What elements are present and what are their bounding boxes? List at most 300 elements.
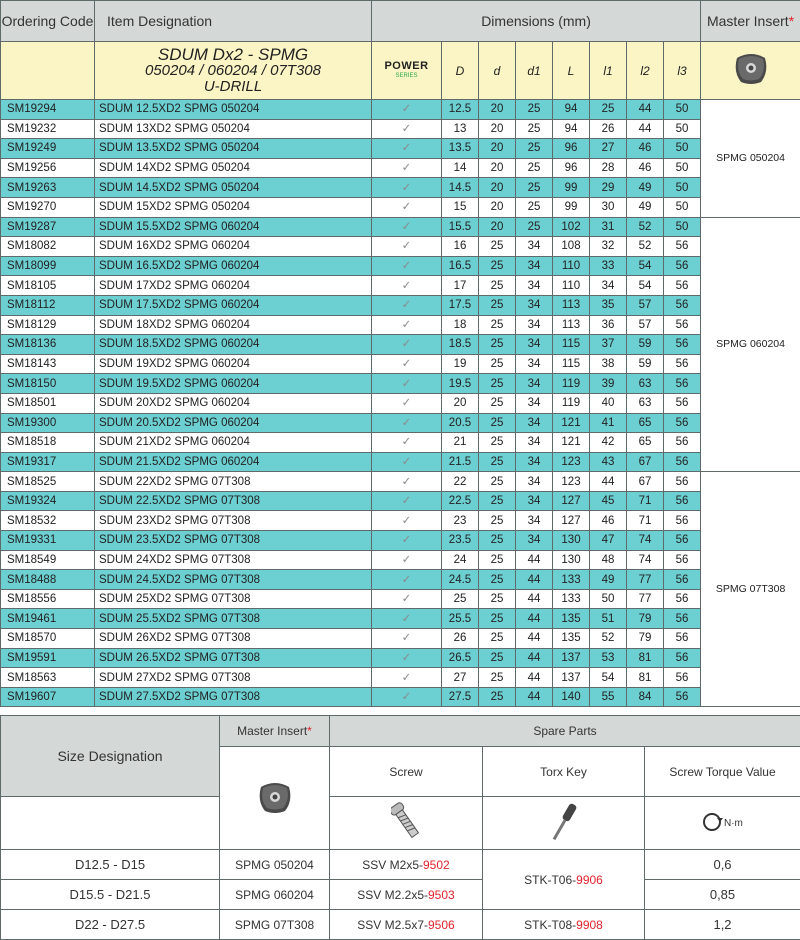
item-designation-cell: SDUM 14XD2 SPMG 050204 — [95, 158, 372, 178]
table-row — [1, 452, 800, 472]
ordering-code-cell: SM19461 — [1, 609, 95, 629]
table-row — [1, 629, 800, 649]
dim-D-cell: 23.5 — [442, 531, 479, 551]
check-icon: ✓ — [372, 609, 442, 629]
dim-l3-cell: 56 — [664, 531, 701, 551]
blank-cell — [1, 42, 95, 100]
insert-row-1: SPMG 050204 — [220, 850, 330, 880]
ordering-code-cell: SM19607 — [1, 687, 95, 707]
dim-l1-cell: 29 — [590, 178, 627, 198]
dim-l2-cell: 84 — [627, 687, 664, 707]
dim-l1-cell: 38 — [590, 354, 627, 374]
dim-l1-cell: 25 — [590, 100, 627, 120]
check-icon: ✓ — [372, 374, 442, 394]
dim-l2-cell: 54 — [627, 256, 664, 276]
col-header-l3: l3 — [664, 42, 701, 100]
dim-d1-cell: 34 — [516, 354, 553, 374]
item-designation-cell: SDUM 26XD2 SPMG 07T308 — [95, 629, 372, 649]
master-insert-group: SPMG 050204 — [701, 100, 800, 218]
dim-l3-cell: 56 — [664, 335, 701, 355]
check-icon: ✓ — [372, 452, 442, 472]
dim-d1-cell: 25 — [516, 217, 553, 237]
master-insert-header-lower: Master Insert* — [220, 716, 330, 747]
blank-cell — [1, 797, 220, 850]
check-icon: ✓ — [372, 178, 442, 198]
dim-L-cell: 121 — [553, 433, 590, 453]
ordering-code-cell: SM18082 — [1, 237, 95, 257]
check-icon: ✓ — [372, 511, 442, 531]
dim-d1-cell: 25 — [516, 158, 553, 178]
check-icon: ✓ — [372, 276, 442, 296]
ordering-code-cell: SM19331 — [1, 531, 95, 551]
dim-D-cell: 18 — [442, 315, 479, 335]
dim-l3-cell: 56 — [664, 589, 701, 609]
table-row — [1, 393, 800, 413]
dim-d-cell: 25 — [479, 276, 516, 296]
dim-D-cell: 23 — [442, 511, 479, 531]
table-row — [1, 609, 800, 629]
item-designation-cell: SDUM 17XD2 SPMG 060204 — [95, 276, 372, 296]
table-row — [1, 158, 800, 178]
size-designation-header: Size Designation — [1, 716, 220, 797]
dim-l1-cell: 55 — [590, 687, 627, 707]
dim-d1-cell: 44 — [516, 687, 553, 707]
dim-D-cell: 25.5 — [442, 609, 479, 629]
dim-l1-cell: 54 — [590, 668, 627, 688]
size-row-2: D15.5 - D21.5 — [1, 880, 220, 910]
dim-d1-cell: 44 — [516, 550, 553, 570]
dim-D-cell: 13 — [442, 119, 479, 139]
dim-l3-cell: 50 — [664, 100, 701, 120]
item-designation-cell: SDUM 19.5XD2 SPMG 060204 — [95, 374, 372, 394]
dim-l2-cell: 44 — [627, 119, 664, 139]
check-icon: ✓ — [372, 354, 442, 374]
master-insert-header: Master Insert* — [701, 1, 800, 42]
dim-l2-cell: 65 — [627, 433, 664, 453]
dim-D-cell: 17 — [442, 276, 479, 296]
dimensions-header: Dimensions (mm) — [372, 1, 701, 42]
dim-d-cell: 25 — [479, 550, 516, 570]
ordering-code-cell: SM19256 — [1, 158, 95, 178]
table-row — [1, 531, 800, 551]
item-designation-cell: SDUM 13.5XD2 SPMG 050204 — [95, 139, 372, 159]
dim-l1-cell: 52 — [590, 629, 627, 649]
dim-L-cell: 113 — [553, 315, 590, 335]
check-icon: ✓ — [372, 648, 442, 668]
table-row — [1, 570, 800, 590]
dim-D-cell: 21 — [442, 433, 479, 453]
dim-l2-cell: 46 — [627, 139, 664, 159]
item-designation-cell: SDUM 18XD2 SPMG 060204 — [95, 315, 372, 335]
dim-l2-cell: 59 — [627, 354, 664, 374]
item-designation-cell: SDUM 13XD2 SPMG 050204 — [95, 119, 372, 139]
product-title-line2: 050204 / 060204 / 07T308 — [95, 63, 371, 79]
check-icon: ✓ — [372, 335, 442, 355]
dim-d1-cell: 34 — [516, 237, 553, 257]
dim-l1-cell: 48 — [590, 550, 627, 570]
dim-d1-cell: 34 — [516, 276, 553, 296]
dim-l1-cell: 44 — [590, 472, 627, 492]
table-row — [1, 491, 800, 511]
ordering-code-cell: SM18570 — [1, 629, 95, 649]
dim-l1-cell: 41 — [590, 413, 627, 433]
dim-l1-cell: 30 — [590, 197, 627, 217]
insert-icon — [253, 775, 297, 819]
dim-l1-cell: 34 — [590, 276, 627, 296]
dim-d1-cell: 44 — [516, 668, 553, 688]
item-designation-cell: SDUM 21.5XD2 SPMG 060204 — [95, 452, 372, 472]
dim-d1-cell: 44 — [516, 570, 553, 590]
insert-row-3: SPMG 07T308 — [220, 910, 330, 940]
item-designation-header: Item Designation — [95, 1, 372, 42]
product-title-line1: SDUM Dx2 - SPMG — [95, 47, 371, 63]
dim-d-cell: 25 — [479, 687, 516, 707]
dim-d1-cell: 34 — [516, 452, 553, 472]
dim-l2-cell: 46 — [627, 158, 664, 178]
ordering-code-cell: SM19287 — [1, 217, 95, 237]
ordering-code-cell: SM19249 — [1, 139, 95, 159]
col-header-l2: l2 — [627, 42, 664, 100]
item-designation-cell: SDUM 27XD2 SPMG 07T308 — [95, 668, 372, 688]
dim-d1-cell: 34 — [516, 491, 553, 511]
dim-l2-cell: 71 — [627, 491, 664, 511]
dim-l2-cell: 63 — [627, 393, 664, 413]
check-icon: ✓ — [372, 531, 442, 551]
torx-key-icon — [549, 800, 579, 844]
insert-image-lower — [220, 747, 330, 850]
dim-d-cell: 25 — [479, 413, 516, 433]
dim-l3-cell: 56 — [664, 256, 701, 276]
dim-L-cell: 135 — [553, 629, 590, 649]
dim-d-cell: 20 — [479, 178, 516, 198]
dim-L-cell: 123 — [553, 472, 590, 492]
dim-D-cell: 20.5 — [442, 413, 479, 433]
dim-l1-cell: 31 — [590, 217, 627, 237]
torque-icon — [698, 807, 748, 837]
insert-row-2: SPMG 060204 — [220, 880, 330, 910]
dim-L-cell: 127 — [553, 491, 590, 511]
dim-d-cell: 25 — [479, 452, 516, 472]
spare-parts-table — [0, 715, 800, 940]
dim-L-cell: 135 — [553, 609, 590, 629]
dim-l2-cell: 81 — [627, 668, 664, 688]
dim-l3-cell: 50 — [664, 119, 701, 139]
check-icon: ✓ — [372, 629, 442, 649]
col-header-D: D — [442, 42, 479, 100]
dim-d-cell: 20 — [479, 100, 516, 120]
ordering-code-cell: SM18099 — [1, 256, 95, 276]
ordering-code-cell: SM18129 — [1, 315, 95, 335]
insert-image — [701, 42, 800, 100]
dim-D-cell: 14.5 — [442, 178, 479, 198]
ordering-code-cell: SM19263 — [1, 178, 95, 198]
dim-D-cell: 19 — [442, 354, 479, 374]
dim-d1-cell: 25 — [516, 197, 553, 217]
item-designation-cell: SDUM 20XD2 SPMG 060204 — [95, 393, 372, 413]
ordering-code-cell: SM18556 — [1, 589, 95, 609]
dim-l2-cell: 71 — [627, 511, 664, 531]
item-designation-cell: SDUM 17.5XD2 SPMG 060204 — [95, 295, 372, 315]
dim-L-cell: 115 — [553, 354, 590, 374]
dim-l3-cell: 56 — [664, 629, 701, 649]
item-designation-cell: SDUM 19XD2 SPMG 060204 — [95, 354, 372, 374]
check-icon: ✓ — [372, 491, 442, 511]
dim-l3-cell: 56 — [664, 433, 701, 453]
ordering-code-cell: SM18150 — [1, 374, 95, 394]
dim-d1-cell: 25 — [516, 119, 553, 139]
dim-d1-cell: 25 — [516, 100, 553, 120]
ordering-code-cell: SM18105 — [1, 276, 95, 296]
dim-d-cell: 25 — [479, 472, 516, 492]
check-icon: ✓ — [372, 668, 442, 688]
check-icon: ✓ — [372, 472, 442, 492]
check-icon: ✓ — [372, 570, 442, 590]
ordering-code-cell: SM19324 — [1, 491, 95, 511]
ordering-code-cell: SM19300 — [1, 413, 95, 433]
dim-d-cell: 25 — [479, 433, 516, 453]
dim-l3-cell: 56 — [664, 413, 701, 433]
size-row-1: D12.5 - D15 — [1, 850, 220, 880]
dim-L-cell: 133 — [553, 570, 590, 590]
dim-D-cell: 12.5 — [442, 100, 479, 120]
table-row — [1, 668, 800, 688]
dim-l3-cell: 56 — [664, 374, 701, 394]
check-icon: ✓ — [372, 413, 442, 433]
dim-l3-cell: 56 — [664, 452, 701, 472]
item-designation-cell: SDUM 24.5XD2 SPMG 07T308 — [95, 570, 372, 590]
table-row — [1, 354, 800, 374]
dim-d-cell: 20 — [479, 139, 516, 159]
ordering-code-cell: SM18501 — [1, 393, 95, 413]
screw-image — [330, 797, 483, 850]
dim-L-cell: 102 — [553, 217, 590, 237]
dim-d1-cell: 34 — [516, 335, 553, 355]
table-row — [1, 197, 800, 217]
dim-L-cell: 99 — [553, 178, 590, 198]
dim-d1-cell: 44 — [516, 609, 553, 629]
ordering-code-cell: SM18488 — [1, 570, 95, 590]
dim-l1-cell: 27 — [590, 139, 627, 159]
power-series-logo: POWER SERIES — [372, 42, 442, 100]
dim-l1-cell: 37 — [590, 335, 627, 355]
item-designation-cell: SDUM 20.5XD2 SPMG 060204 — [95, 413, 372, 433]
dim-l1-cell: 33 — [590, 256, 627, 276]
dim-l1-cell: 49 — [590, 570, 627, 590]
dim-l3-cell: 56 — [664, 550, 701, 570]
dim-l2-cell: 52 — [627, 237, 664, 257]
dim-d-cell: 25 — [479, 256, 516, 276]
check-icon: ✓ — [372, 256, 442, 276]
table-row — [1, 413, 800, 433]
ordering-code-cell: SM18112 — [1, 295, 95, 315]
dim-D-cell: 22.5 — [442, 491, 479, 511]
dim-l2-cell: 81 — [627, 648, 664, 668]
dim-l3-cell: 56 — [664, 295, 701, 315]
dim-d-cell: 25 — [479, 315, 516, 335]
dim-L-cell: 130 — [553, 531, 590, 551]
col-header-d1: d1 — [516, 42, 553, 100]
dim-l3-cell: 50 — [664, 158, 701, 178]
dim-D-cell: 17.5 — [442, 295, 479, 315]
torx-key-header: Torx Key — [483, 747, 645, 797]
dim-D-cell: 19.5 — [442, 374, 479, 394]
check-icon: ✓ — [372, 197, 442, 217]
dim-l2-cell: 59 — [627, 335, 664, 355]
item-designation-cell: SDUM 16.5XD2 SPMG 060204 — [95, 256, 372, 276]
dim-D-cell: 15 — [442, 197, 479, 217]
ordering-code-cell: SM18549 — [1, 550, 95, 570]
dim-d-cell: 25 — [479, 393, 516, 413]
dim-l3-cell: 56 — [664, 687, 701, 707]
dim-l3-cell: 56 — [664, 237, 701, 257]
dim-L-cell: 96 — [553, 158, 590, 178]
size-row-3: D22 - D27.5 — [1, 910, 220, 940]
torx-key-image — [483, 797, 645, 850]
dim-l3-cell: 50 — [664, 217, 701, 237]
dim-D-cell: 20 — [442, 393, 479, 413]
dim-l2-cell: 79 — [627, 629, 664, 649]
table-row — [1, 511, 800, 531]
dim-d-cell: 25 — [479, 589, 516, 609]
dim-L-cell: 94 — [553, 100, 590, 120]
master-insert-group: SPMG 07T308 — [701, 472, 800, 707]
master-insert-group: SPMG 060204 — [701, 217, 800, 472]
dim-d-cell: 25 — [479, 668, 516, 688]
dim-l2-cell: 52 — [627, 217, 664, 237]
dim-l1-cell: 46 — [590, 511, 627, 531]
dim-l1-cell: 51 — [590, 609, 627, 629]
dim-l2-cell: 63 — [627, 374, 664, 394]
check-icon: ✓ — [372, 295, 442, 315]
dim-d1-cell: 34 — [516, 315, 553, 335]
dim-l2-cell: 49 — [627, 178, 664, 198]
dim-l1-cell: 39 — [590, 374, 627, 394]
table-row — [1, 256, 800, 276]
dim-d-cell: 20 — [479, 217, 516, 237]
col-header-d: d — [479, 42, 516, 100]
item-designation-cell: SDUM 15.5XD2 SPMG 060204 — [95, 217, 372, 237]
dim-d-cell: 25 — [479, 374, 516, 394]
ordering-code-cell: SM18532 — [1, 511, 95, 531]
dim-d1-cell: 44 — [516, 629, 553, 649]
item-designation-cell: SDUM 25.5XD2 SPMG 07T308 — [95, 609, 372, 629]
table-row — [1, 472, 800, 492]
dim-D-cell: 15.5 — [442, 217, 479, 237]
table-row — [1, 550, 800, 570]
dim-d-cell: 20 — [479, 197, 516, 217]
dim-l3-cell: 56 — [664, 609, 701, 629]
ordering-code-cell: SM18525 — [1, 472, 95, 492]
dim-l3-cell: 56 — [664, 393, 701, 413]
dim-D-cell: 27.5 — [442, 687, 479, 707]
dim-L-cell: 130 — [553, 550, 590, 570]
dim-l2-cell: 67 — [627, 452, 664, 472]
dim-l1-cell: 40 — [590, 393, 627, 413]
dim-l1-cell: 53 — [590, 648, 627, 668]
dim-d1-cell: 34 — [516, 472, 553, 492]
ordering-code-cell: SM18563 — [1, 668, 95, 688]
item-designation-cell: SDUM 25XD2 SPMG 07T308 — [95, 589, 372, 609]
dim-l2-cell: 54 — [627, 276, 664, 296]
screw-header: Screw — [330, 747, 483, 797]
dim-D-cell: 18.5 — [442, 335, 479, 355]
dim-L-cell: 119 — [553, 374, 590, 394]
dim-D-cell: 16.5 — [442, 256, 479, 276]
dim-l1-cell: 28 — [590, 158, 627, 178]
dim-L-cell: 113 — [553, 295, 590, 315]
dim-l2-cell: 74 — [627, 531, 664, 551]
dim-l3-cell: 50 — [664, 178, 701, 198]
ordering-code-cell: SM18518 — [1, 433, 95, 453]
item-designation-cell: SDUM 18.5XD2 SPMG 060204 — [95, 335, 372, 355]
dim-l3-cell: 56 — [664, 668, 701, 688]
table-row — [1, 315, 800, 335]
dim-L-cell: 121 — [553, 413, 590, 433]
dim-d-cell: 25 — [479, 629, 516, 649]
dim-l3-cell: 56 — [664, 354, 701, 374]
dim-l3-cell: 50 — [664, 197, 701, 217]
dim-d1-cell: 44 — [516, 648, 553, 668]
dim-L-cell: 133 — [553, 589, 590, 609]
dim-l2-cell: 57 — [627, 295, 664, 315]
check-icon: ✓ — [372, 687, 442, 707]
dim-d-cell: 25 — [479, 511, 516, 531]
screw-row-1: SSV M2x5-9502 — [330, 850, 483, 880]
dim-l2-cell: 74 — [627, 550, 664, 570]
dim-d-cell: 25 — [479, 237, 516, 257]
dim-l2-cell: 49 — [627, 197, 664, 217]
screw-icon — [391, 800, 421, 844]
table-row — [1, 237, 800, 257]
dim-d-cell: 25 — [479, 609, 516, 629]
dim-l1-cell: 36 — [590, 315, 627, 335]
dim-d-cell: 25 — [479, 570, 516, 590]
item-designation-cell: SDUM 27.5XD2 SPMG 07T308 — [95, 687, 372, 707]
dim-d1-cell: 34 — [516, 393, 553, 413]
dim-l2-cell: 77 — [627, 589, 664, 609]
product-title — [95, 42, 372, 100]
dim-D-cell: 26.5 — [442, 648, 479, 668]
check-icon: ✓ — [372, 589, 442, 609]
dim-l1-cell: 42 — [590, 433, 627, 453]
dim-L-cell: 137 — [553, 668, 590, 688]
item-designation-cell: SDUM 26.5XD2 SPMG 07T308 — [95, 648, 372, 668]
dim-L-cell: 96 — [553, 139, 590, 159]
dim-l1-cell: 32 — [590, 237, 627, 257]
table-row — [1, 100, 800, 120]
dim-d1-cell: 25 — [516, 139, 553, 159]
screw-row-2: SSV M2.2x5-9503 — [330, 880, 483, 910]
dim-l1-cell: 35 — [590, 295, 627, 315]
item-designation-cell: SDUM 24XD2 SPMG 07T308 — [95, 550, 372, 570]
check-icon: ✓ — [372, 100, 442, 120]
dim-d1-cell: 25 — [516, 178, 553, 198]
svg-text:N·m: N·m — [724, 818, 743, 829]
dim-d1-cell: 34 — [516, 433, 553, 453]
check-icon: ✓ — [372, 237, 442, 257]
torque-image — [645, 797, 800, 850]
dim-l3-cell: 56 — [664, 511, 701, 531]
dim-d1-cell: 34 — [516, 531, 553, 551]
ordering-code-cell: SM19270 — [1, 197, 95, 217]
dim-L-cell: 137 — [553, 648, 590, 668]
dim-d1-cell: 34 — [516, 374, 553, 394]
table-row — [1, 217, 800, 237]
dim-D-cell: 16 — [442, 237, 479, 257]
dim-L-cell: 127 — [553, 511, 590, 531]
ordering-code-cell: SM19294 — [1, 100, 95, 120]
dim-d-cell: 25 — [479, 335, 516, 355]
